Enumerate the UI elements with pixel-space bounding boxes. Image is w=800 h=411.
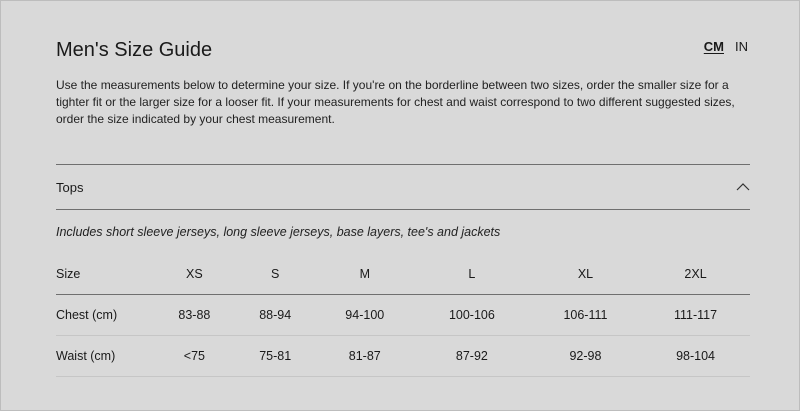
table-cell: 100-106 xyxy=(448,308,495,322)
header-cell: S xyxy=(271,267,280,281)
table-header-row xyxy=(56,254,750,295)
table-row xyxy=(56,295,750,336)
section-divider-bottom xyxy=(56,209,750,210)
table-cell: 111-117 xyxy=(673,308,718,322)
table-cell: 83-88 xyxy=(178,308,211,322)
header-cell: L xyxy=(468,267,476,281)
header-cell: XS xyxy=(186,267,203,281)
table-row xyxy=(56,336,750,377)
header-cell: M xyxy=(359,267,370,281)
page-title: Men's Size Guide xyxy=(56,39,213,61)
table-cell: 94-100 xyxy=(345,308,385,322)
accordion-label: Tops xyxy=(56,179,84,195)
table-cell: 106-111 xyxy=(563,308,608,322)
table-cell: 88-94 xyxy=(259,308,292,322)
table-cell: 92-98 xyxy=(569,349,602,363)
header-cell: XL xyxy=(577,267,594,281)
chevron-up-icon xyxy=(736,183,750,191)
header-cell: 2XL xyxy=(684,267,707,281)
size-table xyxy=(56,254,750,377)
table-cell: 75-81 xyxy=(259,349,292,363)
intro-text: Use the measurements below to determine your size. If you're on the borderline between two sizes, order the smaller size for a tighter fit or the larger size for a looser fit. If your measurements for chest and waist correspond to two different suggested sizes, order the size indicated by your chest measurement. xyxy=(56,78,735,126)
row-label: Chest (cm) xyxy=(56,308,118,322)
header-cell: Size xyxy=(56,267,81,281)
includes-note: Includes short sleeve jerseys, long sleeve jerseys, base layers, tee's and jackets xyxy=(56,225,501,239)
table-cell: 98-104 xyxy=(676,349,715,363)
table-cell: <75 xyxy=(183,349,205,363)
table-cell: 87-92 xyxy=(455,349,488,363)
table-cell: 81-87 xyxy=(348,349,381,363)
unit-cm-button[interactable]: CM xyxy=(703,39,724,54)
unit-toggle xyxy=(704,39,748,54)
unit-in-button[interactable]: IN xyxy=(735,39,748,54)
accordion-tops-header[interactable] xyxy=(56,165,750,209)
row-label: Waist (cm) xyxy=(56,349,116,363)
